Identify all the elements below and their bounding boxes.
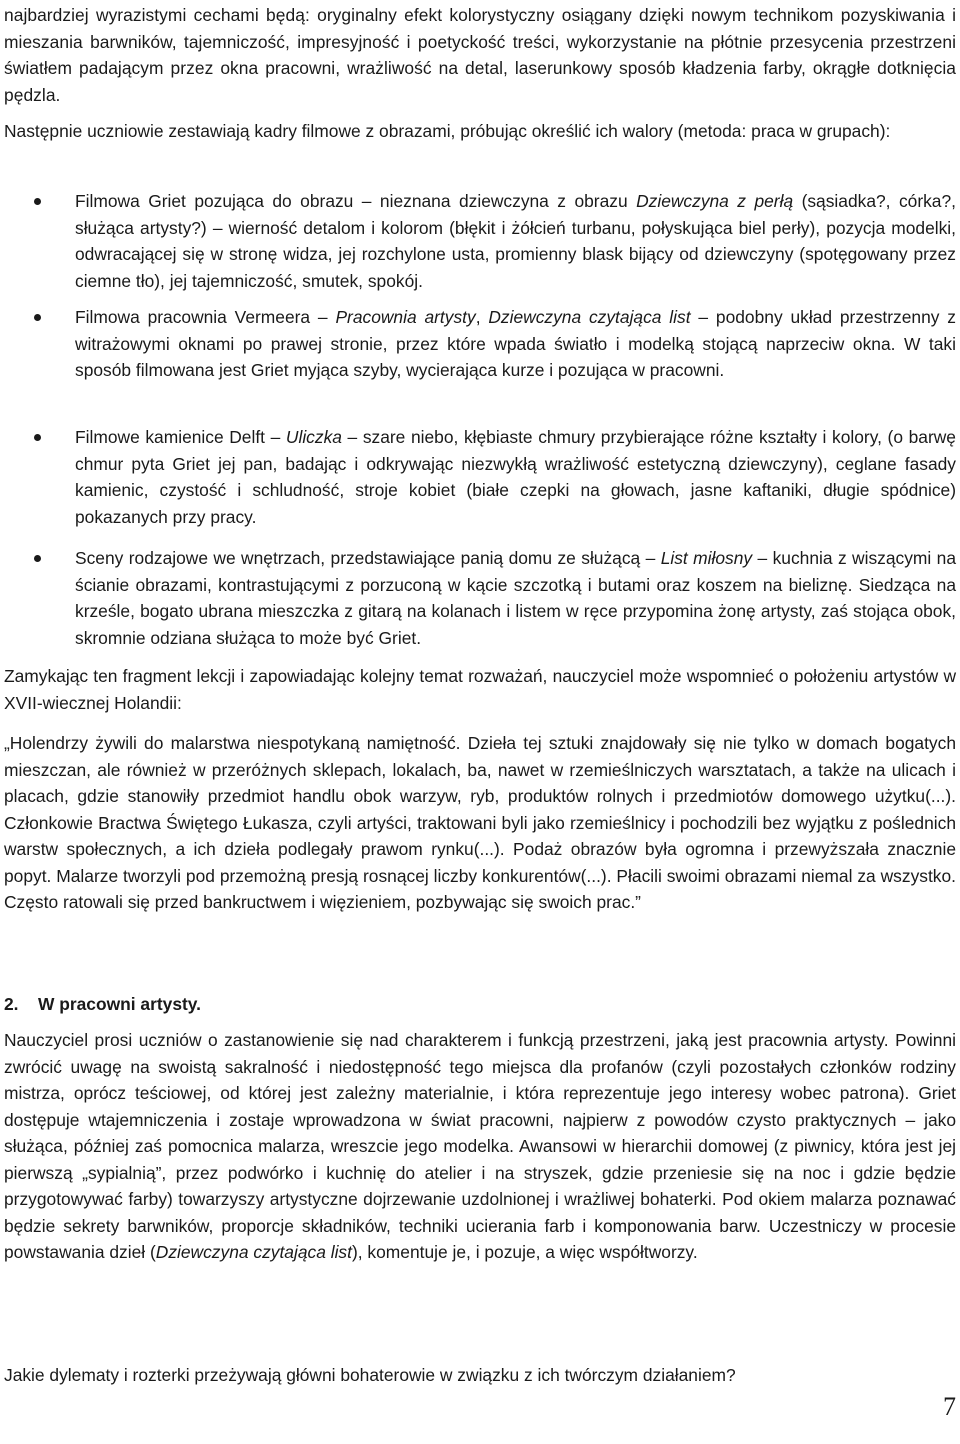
- section-number: 2.: [4, 994, 19, 1014]
- section-body-paragraph: Nauczyciel prosi uczniów o zastanowienie się nad charakterem i funkcją przestrzeni, jaką jest pracownia artysty. Powinni zwrócić uwagę na swoistą sakralność i niedostępność tego miejsca dla profanów (czyli pozostałych członków rodziny mistrza, oprócz teściowej, od której jest zależny materialnie, i która reprezentuje jego interesy wobec patrona). Griet dostępuje wtajemniczenia i zostaje wprowadzona w świat pracowni, najpierw z powodów czysto praktycznych – jako służąca, później zaś pomocnica malarza, wreszcie jego modelka. Awansowi w hierarchii domowej (z piwnicy, która jest jej pierwszą „sypialnią”, przez podwórko i kuchnię do atelier i na stryszek, gdzie przeniesie się na noc i gdzie będzie przygotowywać farby) towarzyszy artystyczne dojrzewanie uzdolnionej i wrażliwej bohaterki. Pod okiem malarza poznawać będzie sekrety barwników, proporcje składników, techniki ucierania farb i komponowania barw. Uczestniczy w procesie powstawania dzieł (Dziewczyna czytająca list), komentuje je, i pozuje, a więc współtworzy.: [4, 1030, 956, 1262]
- list-item-text: Sceny rodzajowe we wnętrzach, przedstawiające panią domu ze służącą – List miłosny – kuchnia z wiszącymi na ścianie obrazami, kontrastującymi z porzuconą w kącie szczotką i butami oraz koszem na bieliznę. Siedząca na krześle, bogato ubrana mieszczka z gitarą na kolanach i listem w ręce przypomina żonę artysty, zaś stojąca obok, skromnie odziana służąca to może być Griet.: [75, 548, 957, 648]
- list-item-text: Filmowa pracownia Vermeera – Pracownia artysty, Dziewczyna czytająca list – podobny układ przestrzenny z witrażowymi oknami po prawej stronie, przez które wpada światło i modelką stojącą naprzeciw okna. W taki sposób filmowana jest Griet myjąca szyby, wycierająca kurze i pozująca w pracowni.: [75, 307, 956, 380]
- bullet-icon: [34, 314, 41, 321]
- bullet-icon: [34, 555, 41, 562]
- section-title: W pracowni artysty.: [38, 994, 201, 1014]
- quote-paragraph: „Holendrzy żywili do malarstwa niespotykaną namiętność. Dzieła tej sztuki znajdowały się nie tylko w domach bogatych mieszczan, ale również w przeróżnych sklepach, lokalach, ba, nawet w rzemieślniczych warsztatach, a także na ulicach i placach, gdzie stanowiły przedmiot handlu obok warzyw, ryb, produktów rolnych i przedmiotów domowego użytku(...). Członkowie Bractwa Świętego Łukasza, czyli artyści, traktowani byli jako rzemieślnicy i pochodzili bez wyjątku z poślednich warstw społecznych, a ich dzieła podlegały prawom rynku(...). Podaż obrazów była ogromna i przewyższała znacznie popyt. Malarze tworzyli pod przemożną presją rosnącej liczby konkurentów(...). Płacili swoimi obrazami niemal za wszystko. Często ratowali się przed bankructwem i więzieniem, pozbywając się swoich prac.”: [4, 733, 956, 912]
- bullet-icon: [34, 434, 41, 441]
- final-question: Jakie dylematy i rozterki przeżywają główni bohaterowie w związku z ich twórczym działaniem?: [4, 1365, 736, 1385]
- list-item-text: Filmowa Griet pozująca do obrazu – nieznana dziewczyna z obrazu Dziewczyna z perłą (sąsiadka?, córka?, służąca artysty?) – wierność detalom i kolorom (błękit i żółcień turbanu, połyskująca biel perły), pozycja modelki, odwracającej się w stronę widza, jej rozchylone usta, promienny blask bijący od dziewczyny (spotęgowany przez ciemne tło), jej tajemniczość, smutek, spokój.: [75, 191, 956, 291]
- list-item-text: Filmowe kamienice Delft – Uliczka – szare niebo, kłębiaste chmury przybierające różne kształty i kolory, (o barwę chmur pyta Griet jej pan, badając i odkrywając niezwykłą wrażliwość estetyczną dziewczyny), ceglane fasady kamienic, czystość i schludność, stroje kobiet (białe czepki na głowach, jasne kaftaniki, długie spódnice) pokazanych przy pracy.: [75, 427, 956, 527]
- closing-intro-paragraph: Zamykając ten fragment lekcji i zapowiadając kolejny temat rozważań, nauczyciel może wspomnieć o położeniu artystów w XVII-wiecznej Holandii:: [4, 666, 956, 713]
- intro-paragraph: najbardziej wyrazistymi cechami będą: oryginalny efekt kolorystyczny osiągany dzięki nowym technikom pozyskiwania i mieszania barwników, tajemniczość, impresyjność i poetyckość treści, wykorzystanie na płótnie przesycenia przestrzeni światłem padającym przez okna pracowni, wrażliwość na detal, laserunkowy sposób kładzenia farby, okrągłe dotknięcia pędzla.: [4, 5, 956, 105]
- bullet-icon: [34, 198, 41, 205]
- task-intro-paragraph: Następnie uczniowie zestawiają kadry filmowe z obrazami, próbując określić ich walory (metoda: praca w grupach):: [4, 121, 891, 141]
- page-number: 7: [943, 1392, 956, 1421]
- section-heading: [4, 991, 201, 1018]
